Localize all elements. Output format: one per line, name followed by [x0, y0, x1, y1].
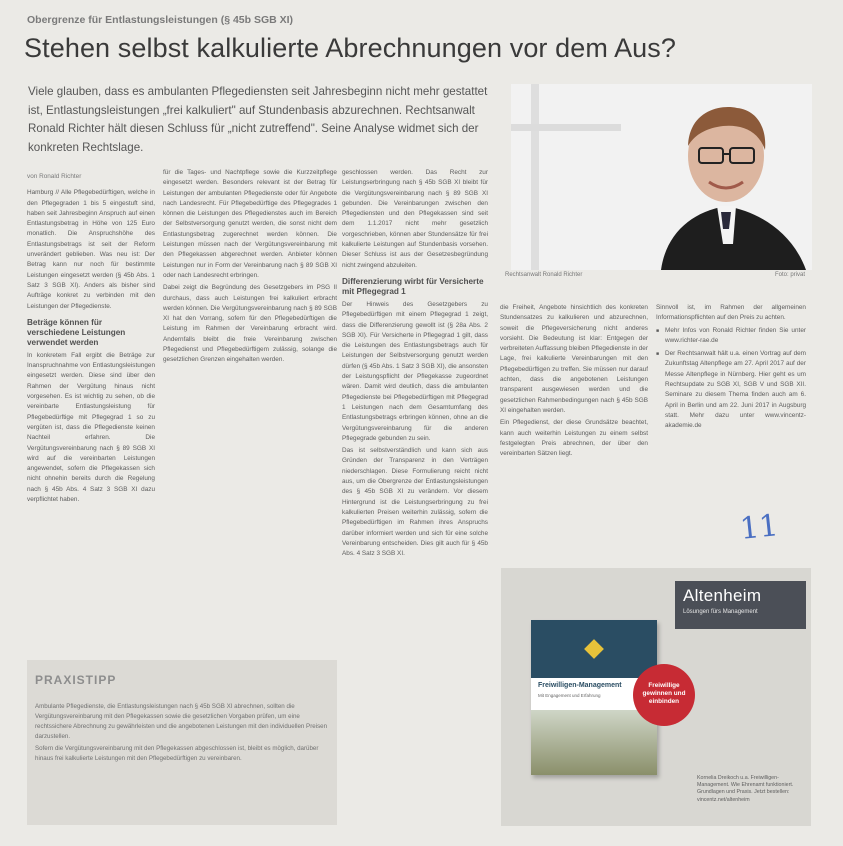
paragraph: Dabei zeigt die Begründung des Gesetzgebers im PSG II durchaus, dass auch Leistungen frei kalkuliert erbracht werden können. Die Vergütungsvereinbarung nach § 89 SGB XI hat den Vorrang, sofern für den Pflegebedürftigen die Leistung im Rahmen der Vereinbarung erbracht wird. Andernfalls bleibt die freie Vereinbarung zwischen Pflegedienst und Pflegebedürftigem zulässig, solange die gesetzlichen Grenzen eingehalten werden.: [163, 284, 337, 364]
altenheim-logo: [675, 581, 806, 629]
paragraph: die Freiheit, Angebote hinsichtlich des konkreten Stundensatzes zu kalkulieren und abzurechnen, soweit die Pflegeversicherung nicht anderes vorsieht. Die Bedeutung ist klar: Entgegen der verbreiteten Auffassung bleiben Pflegedienste in der Lage, frei kalkulierte Vereinbarungen mit den Pflegebedürftigen zu treffen. Sie müssen nur darauf achten, dass die angebotenen Leistungen transparent ausgewiesen werden und die gesetzlichen Rahmenbedingungen nach § 45b SGB XI eingehalten werden.: [500, 304, 648, 414]
book-title: Freiwilligen-Management: [538, 682, 622, 689]
praxistipp-box: [27, 660, 337, 825]
portrait-illustration: [511, 84, 812, 270]
paragraph: Ein Pflegedienst, der diese Grundsätze beachtet, kann auch weiterhin Leistungen zu einem selbst festgelegten Preis abrechnen, der über den vereinbarten Sätzen liegt.: [500, 419, 648, 458]
promo-badge: Freiwillige gewinnen und einbinden: [633, 664, 695, 726]
caption-text: Rechtsanwalt Ronald Richter: [505, 272, 583, 278]
book-advertisement: [501, 568, 811, 826]
logo-name: Altenheim: [683, 586, 762, 605]
author-photo: [511, 84, 812, 270]
info-bullet: ■ Der Rechtsanwalt hält u.a. einen Vortrag auf dem Zukunftstag Altenpflege am 27. April 2017 auf der Messe Altenpflege in Nürnberg. Hier geht es um Rechtsupdate zu SGB XI, SGB V und SGB XII. Seminare zu diesem Thema finden auch am 6. April in Berlin und am 22. Juni 2017 in Augsburg statt. Mehr dazu unter www.vincentz-akademie.de: [656, 349, 806, 431]
paragraph: Sinnvoll ist, im Rahmen der allgemeinen Informationspflichten auf den Preis zu achten.: [656, 304, 806, 322]
paragraph: Der Hinweis des Gesetzgebers zu Pflegebedürftigen mit einem Pflegegrad 1 zeigt, dass die Differenzierung gewollt ist (§ 28a Abs. 2 SGB XI). Für Versicherte in Pflegegrad 1 gilt, dass die Leistungen des Entlastungsbetrags auch für Leistungen der Selbstversorgung genutzt werden dürfen (§ 45b Abs. 1 Satz 3 SGB XI), die ansonsten der Leistungspflicht der Pflegekasse zugeordnet wären. Damit wird deutlich, dass die ambulanten Pflegedienste bei Pflegebedürftigen mit Pflegegrad 1 Leistungen nach dem Gesamtumfang des Entlastungsbetrags erbringen können, ohne an die Vergütungsvereinbarung für die anderen Pflegegrade gebunden zu sein.: [342, 300, 488, 442]
article-kicker: Obergrenze für Entlastungsleistungen (§ 45b SGB XI): [27, 14, 294, 26]
column-2: [163, 168, 337, 642]
paragraph: geschlossen werden. Das Recht zur Leistungserbringung nach § 45b SGB XI bleibt für die Vergütungsvereinbarung nach § 89 SGB XI gebunden. Die Vereinbarungen zwischen den Pflegediensten und den Pflegekassen sind seit dem 1.1.2017 nicht mehr gesetzlich vorgeschrieben, können aber Stundensätze für frei kalkulierte Leistungen auf Stundenbasis vorsehen. Dieser Schluss ist aus der Gesetzesbegründung nicht zwingend abzuleiten.: [342, 169, 488, 269]
paragraph: Das ist selbstverständlich und kann sich aus Gründen der Transparenz in den Verträgen niederschlagen. Diese Formulierung reicht nicht aus, um die Obergrenze der Entlastungsleistungen des § 45b SGB XI zu verändern. Vor diesem Hintergrund ist die Leistungserbringung zu frei kalkulierten Preisen weiterhin zulässig, sofern die Pflegebedürftigen im Rahmen ihres Anspruchs darüber informiert werden und sich für eine solche Vereinbarung entscheiden. Dies gilt auch für § 45b Abs. 4 Satz 3 SGB XI.: [342, 447, 488, 558]
praxistipp-title: PRAXISTIPP: [35, 673, 117, 687]
paragraph: In konkretem Fall ergibt die Beträge zur Inanspruchnahme von Entlastungsleistungen eingesetzt werden. Diese sind über den Rahmen der Vergütung hinaus nicht vorgesehen. Es ist wichtig zu sehen, ob die vereinbarte Entlastungsleistung für Pflegebedürftige mit Pflegegrad 1 so zu vergüten ist, dass die Pflegedienste keinen Nachteil erfahren. Die Vergütungsvereinbarung nach § 89 SGB XI wird auf die vereinbarten Leistungen angewendet, sofern die Pflegekassen sich nicht ohnehin bereits durch die Regelung nach § 45b Abs. 4 Satz 3 SGB XI dazu verpflichtet haben.: [27, 351, 155, 504]
paragraph: für die Tages- und Nachtpflege sowie die Kurzzeitpflege eingesetzt werden. Besonders relevant ist der Betrag für Leistungen der ambulanten Pflegedienste oder für Angebote nach Landesrecht. Für Pflegebedürftige des Pflegegrades 1 können die Leistungen des Pflegedienstes auch im Bereich der Selbstversorgung genutzt werden, die sonst nicht dem Entlastungsbetrag zugerechnet werden können. Die Leistungen müssen nach der Vergütungsvereinbarung mit den Pflegekassen abgerechnet werden. Anbieter können Leistungen nur in Form der Vereinbarung nach § 89 SGB XI oder nach Landesrecht erbringen.: [163, 169, 337, 279]
logo-subtitle: Lösungen fürs Management: [683, 609, 758, 615]
book-cover-image: [531, 710, 657, 775]
column-4: [500, 303, 648, 565]
subheading: Beträge können für verschiedene Leistungen verwendet werden: [27, 317, 126, 347]
info-bullet: ■ Mehr Infos von Ronald Richter finden Sie unter www.richter-rae.de: [656, 326, 806, 347]
paragraph: Sofern die Vergütungsvereinbarung mit den Pflegekassen abgeschlossen ist, bleibt es möglich, darüber hinaus frei kalkulierte Leistungen mit den Pflegebedürftigen zu vereinbaren.: [35, 745, 319, 762]
paragraph: Ambulante Pflegedienste, die Entlastungsleistungen nach § 45b SGB XI abrechnen, sollten die Vergütungsvereinbarung mit den Pflegekassen sowie die gesetzlichen Vorgaben prüfen, um eine rechtssichere Abrechnung zu gewährleisten und die angebotenen Leistungen mit den individuellen Preisen darzustellen.: [35, 703, 328, 740]
byline: von Ronald Richter: [27, 173, 82, 180]
column-1: [27, 172, 155, 642]
photo-credit: Foto: privat: [774, 272, 805, 278]
article-headline: Stehen selbst kalkulierte Abrechnungen vor dem Aus?: [24, 33, 677, 63]
praxistipp-text: [35, 702, 330, 766]
photo-caption: [505, 272, 805, 278]
subheading: Differenzierung wirbt für Versicherte mit Pflegegrad 1: [342, 276, 484, 296]
article-intro: Viele glauben, dass es ambulanten Pflegediensten seit Jahresbeginn nicht mehr gestattet ist, Entlastungsleistungen „frei kalkuliert" auf Stundenbasis abzurechnen. Rechtsanwalt Ronald Richter hält diesen Schluss für „nicht zutreffend". Seine Analyse widmet sich der konkreten Rechtslage.: [28, 85, 488, 154]
handwritten-page-number: 11: [738, 508, 780, 547]
column-5: [656, 303, 806, 565]
ad-description: Kornelia Dreikoch u.a. Freiwilligen-Management. Wie Ehrenamt funktioniert. Grundlagen und Praxis. Jetzt bestellen: vincentz.net/altenheim: [697, 775, 794, 803]
paragraph: Hamburg // Alle Pflegebedürftigen, welche in den Pflegegraden 1 bis 5 eingestuft sind, haben seit Jahresbeginn Anspruch auf einen Entlastungsbetrag in Höhe von 125 Euro monatlich. Die Anspruchshöhe des Entlastungsbetrags ist seit der Reform unverändert geblieben. Was neu ist: Der Betrag kann nur noch für bestimmte Leistungen eingesetzt werden (§ 45b Abs. 1 Satz 3 SGB XI). Anders als bisher sind Aufträge konkret zu verbinden mit den Leistungen der Pflegedienste.: [27, 189, 155, 310]
column-3: [342, 168, 488, 823]
book-subtitle: Mit Engagement und Erfahrung: [538, 693, 601, 698]
